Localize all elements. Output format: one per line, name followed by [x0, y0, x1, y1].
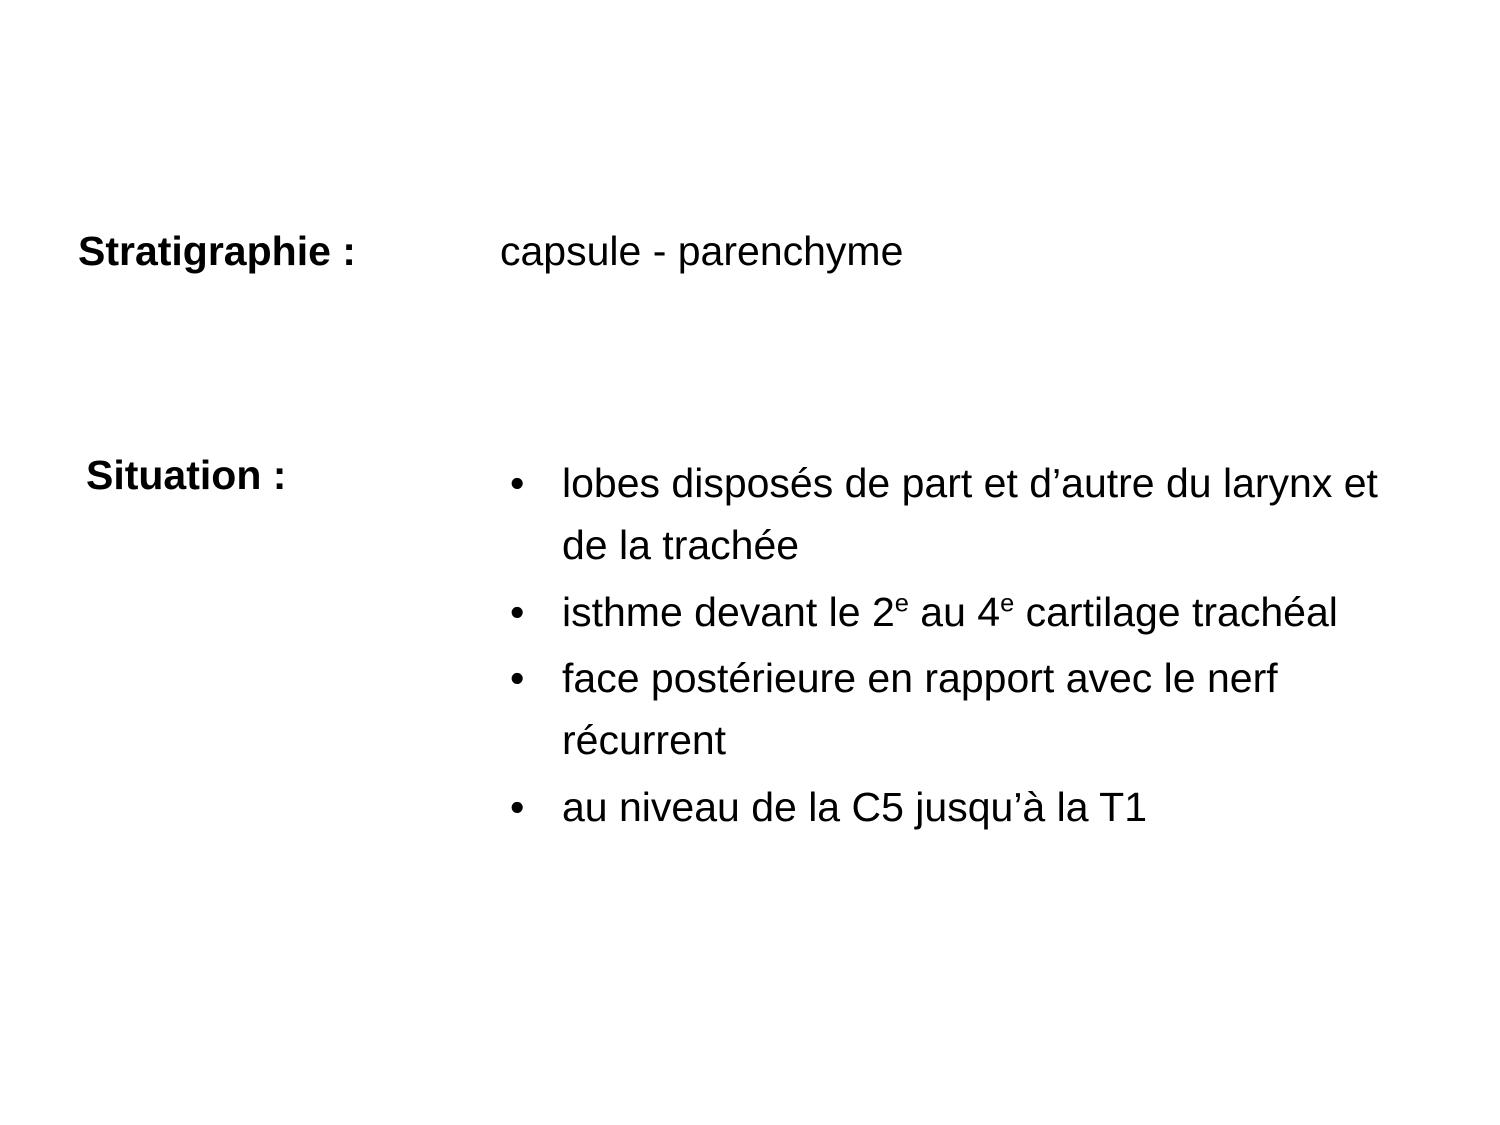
list-item — [500, 776, 1400, 838]
list-item-text: isthme devant le 2 — [562, 588, 895, 635]
stratigraphie-row — [0, 228, 1500, 298]
ordinal-superscript: e — [1000, 588, 1015, 617]
list-item — [500, 647, 1400, 772]
bullet-icon: • — [510, 783, 525, 830]
stratigraphie-value: capsule - parenchyme — [500, 228, 904, 274]
list-item — [500, 452, 1400, 577]
bullet-icon: • — [510, 460, 525, 506]
bullet-icon: • — [510, 654, 525, 701]
situation-bullet-list — [500, 452, 1400, 842]
list-item-text: face postérieure en rapport avec le nerf récurrent — [562, 654, 1278, 764]
situation-label: Situation : — [86, 452, 287, 498]
list-item-text-suffix: cartilage trachéal — [1014, 588, 1338, 635]
bullet-icon: • — [510, 588, 525, 635]
list-item-text: au niveau de la C5 jusqu’à la T1 — [562, 783, 1148, 830]
list-item-text-mid: au 4 — [908, 588, 1001, 635]
ordinal-superscript: e — [894, 588, 909, 617]
list-item-text: lobes disposés de part et d’autre du larynx et de la trachée — [562, 460, 1378, 569]
stratigraphie-label: Stratigraphie : — [78, 228, 356, 274]
list-item — [500, 581, 1400, 643]
